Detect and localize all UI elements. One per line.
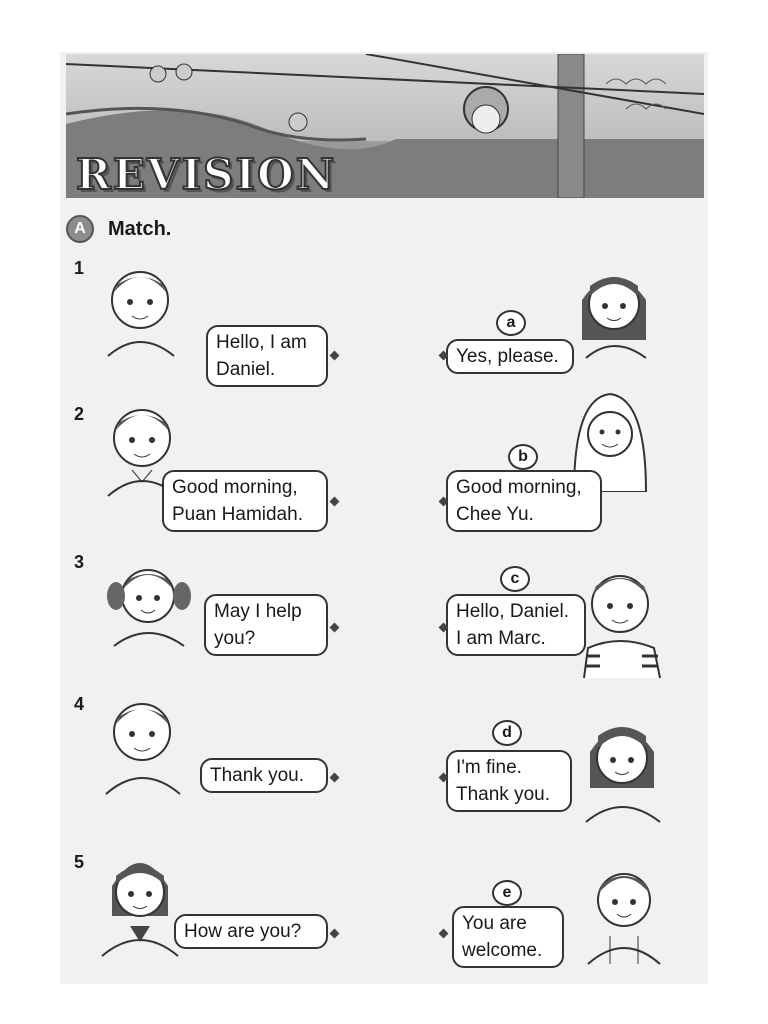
item-number-5: 5	[74, 852, 85, 872]
speech-bubble-3	[204, 594, 328, 656]
answer-bubble-d	[446, 750, 572, 812]
answer-b-line-1: Good morning,	[456, 477, 582, 498]
answer-a-line-1: Yes, please.	[456, 346, 559, 367]
speech-bubble-2	[162, 470, 328, 532]
bubble-1-line-2: Daniel.	[216, 359, 276, 380]
girl-pigtails-illustration	[104, 556, 194, 648]
bubble-2-line-1: Good morning,	[172, 477, 298, 498]
item-number-3: 3	[74, 552, 85, 572]
answer-letter-e: e	[492, 880, 522, 906]
answer-d-line-2: Thank you.	[456, 784, 550, 805]
bubble-1-line-1: Hello, I am	[216, 332, 307, 353]
answer-e-line-2: welcome.	[462, 940, 543, 961]
answer-letter-c: c	[500, 566, 530, 592]
banner-title: REVISION	[76, 150, 337, 198]
girl-uniform-illustration	[98, 846, 182, 958]
bubble-3-line-2: you?	[214, 628, 256, 649]
item-number-4: 4	[74, 694, 85, 714]
bubble-3-line-1: May I help	[214, 601, 302, 622]
answer-bubble-a	[446, 339, 574, 374]
item-number-1: 1	[74, 258, 85, 278]
section-heading	[66, 215, 171, 243]
speech-bubble-4	[200, 758, 328, 793]
answer-c-line-1: Hello, Daniel.	[456, 601, 569, 622]
answer-b-line-2: Chee Yu.	[456, 504, 534, 525]
boy-marc-illustration	[102, 690, 186, 798]
answer-bubble-e	[452, 906, 564, 968]
bubble-2-line-2: Puan Hamidah.	[172, 504, 303, 525]
girl-long-hair-illustration	[576, 260, 656, 360]
girl-bob-hair-illustration	[582, 708, 664, 824]
answer-c-line-2: I am Marc.	[456, 628, 546, 649]
answer-letter-b: b	[508, 444, 538, 470]
answer-letter-a: a	[496, 310, 526, 336]
answer-bubble-c	[446, 594, 586, 656]
answer-e-line-1: You are	[462, 913, 527, 934]
bubble-5-line-1: How are you?	[184, 921, 302, 942]
speech-bubble-1	[206, 325, 328, 387]
boy-apron-illustration	[584, 860, 664, 966]
bubble-4-line-1: Thank you.	[210, 765, 304, 786]
section-title: Match.	[108, 217, 172, 240]
item-number-2: 2	[74, 404, 85, 424]
speech-bubble-5	[174, 914, 328, 949]
section-letter-badge: A	[66, 215, 94, 243]
boy-daniel-illustration	[102, 262, 182, 358]
revision-banner	[66, 54, 704, 198]
answer-d-line-1: I'm fine.	[456, 757, 522, 778]
answer-letter-d: d	[492, 720, 522, 746]
boy-striped-shirt-illustration	[580, 560, 664, 680]
answer-bubble-b	[446, 470, 602, 532]
